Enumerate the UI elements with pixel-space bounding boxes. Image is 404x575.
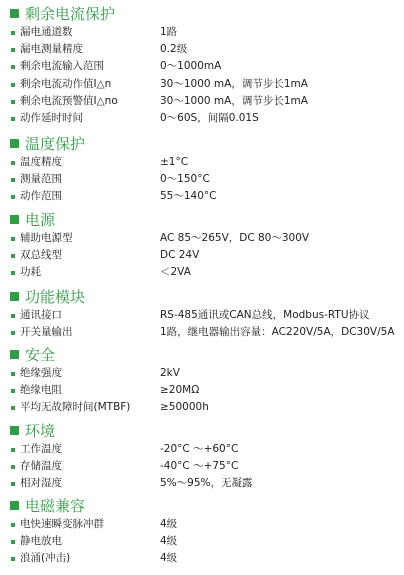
section-square-icon bbox=[10, 139, 19, 148]
bullet-icon bbox=[11, 331, 15, 335]
bullet-icon bbox=[11, 237, 15, 241]
spec-row bbox=[0, 93, 404, 110]
spec-row bbox=[0, 58, 404, 75]
spec-value: 0～60S，间隔0.01S bbox=[160, 111, 259, 124]
section-title: 电源 bbox=[25, 211, 56, 229]
spec-row bbox=[0, 441, 404, 458]
spec-row bbox=[0, 171, 404, 188]
bullet-icon bbox=[11, 465, 15, 469]
spec-value: ＜2VA bbox=[160, 266, 191, 279]
spec-value: 2kV bbox=[160, 367, 180, 379]
spec-row bbox=[0, 550, 404, 567]
spec-row bbox=[0, 247, 404, 264]
section-square-icon bbox=[10, 350, 19, 359]
bullet-icon bbox=[11, 557, 15, 561]
section-square-icon bbox=[10, 292, 19, 301]
spec-label: 绝缘电阻 bbox=[20, 384, 62, 397]
section-header bbox=[0, 496, 404, 516]
bullet-icon bbox=[11, 161, 15, 165]
spec-label: 动作范围 bbox=[20, 190, 62, 203]
spec-value: ≥20MΩ bbox=[160, 384, 200, 397]
spec-label: 动作延时时间 bbox=[20, 111, 83, 124]
spec-row bbox=[0, 154, 404, 171]
bullet-icon bbox=[11, 523, 15, 527]
bullet-icon bbox=[11, 117, 15, 121]
section-environment bbox=[0, 421, 404, 493]
spec-row bbox=[0, 458, 404, 475]
bullet-icon bbox=[11, 100, 15, 104]
spec-value: 5%～95%，无凝露 bbox=[160, 477, 253, 490]
spec-label: 剩余电流输入范围 bbox=[20, 60, 104, 73]
spec-row bbox=[0, 399, 404, 416]
section-header bbox=[0, 4, 404, 24]
section-title: 安全 bbox=[25, 346, 56, 364]
section-residual-current bbox=[0, 4, 404, 127]
spec-value: RS-485通讯或CAN总线，Modbus-RTU协议 bbox=[160, 309, 370, 321]
spec-value: 55～140°C bbox=[160, 190, 217, 203]
section-header bbox=[0, 134, 404, 154]
spec-row bbox=[0, 230, 404, 247]
bullet-icon bbox=[11, 195, 15, 199]
section-header bbox=[0, 345, 404, 365]
bullet-icon bbox=[11, 48, 15, 52]
section-title: 环境 bbox=[25, 422, 56, 440]
spec-label: 开关量输出 bbox=[20, 326, 73, 339]
spec-value: 0～1000mA bbox=[160, 60, 222, 73]
spec-value: 30～1000 mA，调节步长1mA bbox=[160, 94, 308, 107]
bullet-icon bbox=[11, 65, 15, 69]
section-function-modules bbox=[0, 287, 404, 341]
bullet-icon bbox=[11, 406, 15, 410]
section-temperature-protection bbox=[0, 134, 404, 206]
section-header bbox=[0, 210, 404, 230]
spec-value: AC 85～265V，DC 80～300V bbox=[160, 232, 310, 244]
section-title: 电磁兼容 bbox=[25, 497, 86, 515]
spec-label: 辅助电源型 bbox=[20, 232, 73, 244]
section-header bbox=[0, 421, 404, 441]
spec-label: 剩余电流动作值I△n bbox=[20, 77, 112, 90]
spec-value: 0～150°C bbox=[160, 173, 210, 186]
spec-row bbox=[0, 76, 404, 93]
bullet-icon bbox=[11, 178, 15, 182]
spec-label: 绝缘强度 bbox=[20, 367, 62, 379]
section-title: 功能模块 bbox=[25, 288, 86, 306]
spec-row bbox=[0, 24, 404, 41]
bullet-icon bbox=[11, 482, 15, 486]
section-emc bbox=[0, 496, 404, 568]
spec-label: 漏电通道数 bbox=[20, 26, 73, 38]
spec-row bbox=[0, 264, 404, 281]
spec-row bbox=[0, 188, 404, 205]
spec-row bbox=[0, 324, 404, 341]
section-title: 温度保护 bbox=[25, 135, 86, 153]
spec-label: 工作温度 bbox=[20, 443, 62, 455]
spec-row bbox=[0, 475, 404, 492]
spec-row bbox=[0, 382, 404, 399]
spec-label: 相对湿度 bbox=[20, 477, 62, 490]
section-square-icon bbox=[10, 9, 19, 18]
spec-label: 存储温度 bbox=[20, 460, 62, 473]
spec-value: 1路，继电器输出容量：AC220V/5A，DC30V/5A bbox=[160, 326, 395, 339]
section-square-icon bbox=[10, 215, 19, 224]
section-power-supply bbox=[0, 210, 404, 282]
spec-label: 电快速瞬变脉冲群 bbox=[20, 518, 104, 530]
spec-value: 4级 bbox=[160, 518, 178, 530]
bullet-icon bbox=[11, 314, 15, 318]
section-header bbox=[0, 287, 404, 307]
spec-row bbox=[0, 307, 404, 324]
bullet-icon bbox=[11, 271, 15, 275]
spec-label: 平均无故障时间(MTBF) bbox=[20, 401, 131, 414]
bullet-icon bbox=[11, 448, 15, 452]
section-square-icon bbox=[10, 426, 19, 435]
spec-label: 静电放电 bbox=[20, 535, 62, 548]
spec-row bbox=[0, 41, 404, 58]
spec-row bbox=[0, 533, 404, 550]
bullet-icon bbox=[11, 254, 15, 258]
bullet-icon bbox=[11, 83, 15, 87]
spec-value: ±1°C bbox=[160, 156, 189, 168]
spec-label: 剩余电流预警值I△no bbox=[20, 94, 118, 107]
section-safety bbox=[0, 345, 404, 417]
spec-value: 1路 bbox=[160, 26, 178, 38]
spec-value: DC 24V bbox=[160, 249, 200, 262]
spec-value: 0.2级 bbox=[160, 43, 188, 56]
spec-label: 功耗 bbox=[20, 266, 41, 279]
spec-label: 测量范围 bbox=[20, 173, 62, 186]
section-title: 剩余电流保护 bbox=[25, 5, 116, 23]
bullet-icon bbox=[11, 31, 15, 35]
spec-row bbox=[0, 365, 404, 382]
spec-value: ≥50000h bbox=[160, 401, 209, 414]
spec-label: 双总线型 bbox=[20, 249, 62, 262]
spec-value: 4级 bbox=[160, 552, 178, 565]
spec-row bbox=[0, 110, 404, 127]
bullet-icon bbox=[11, 540, 15, 544]
spec-value: -40°C ～+75°C bbox=[160, 460, 239, 473]
spec-label: 通讯接口 bbox=[20, 309, 62, 321]
bullet-icon bbox=[11, 389, 15, 393]
section-square-icon bbox=[10, 501, 19, 510]
spec-label: 温度精度 bbox=[20, 156, 62, 168]
spec-value: 4级 bbox=[160, 535, 178, 548]
spec-row bbox=[0, 516, 404, 533]
spec-value: 30～1000 mA，调节步长1mA bbox=[160, 77, 308, 90]
bullet-icon bbox=[11, 372, 15, 376]
spec-label: 漏电测量精度 bbox=[20, 43, 83, 56]
spec-label: 浪涌(冲击) bbox=[20, 552, 71, 565]
spec-value: -20°C ～+60°C bbox=[160, 443, 239, 455]
